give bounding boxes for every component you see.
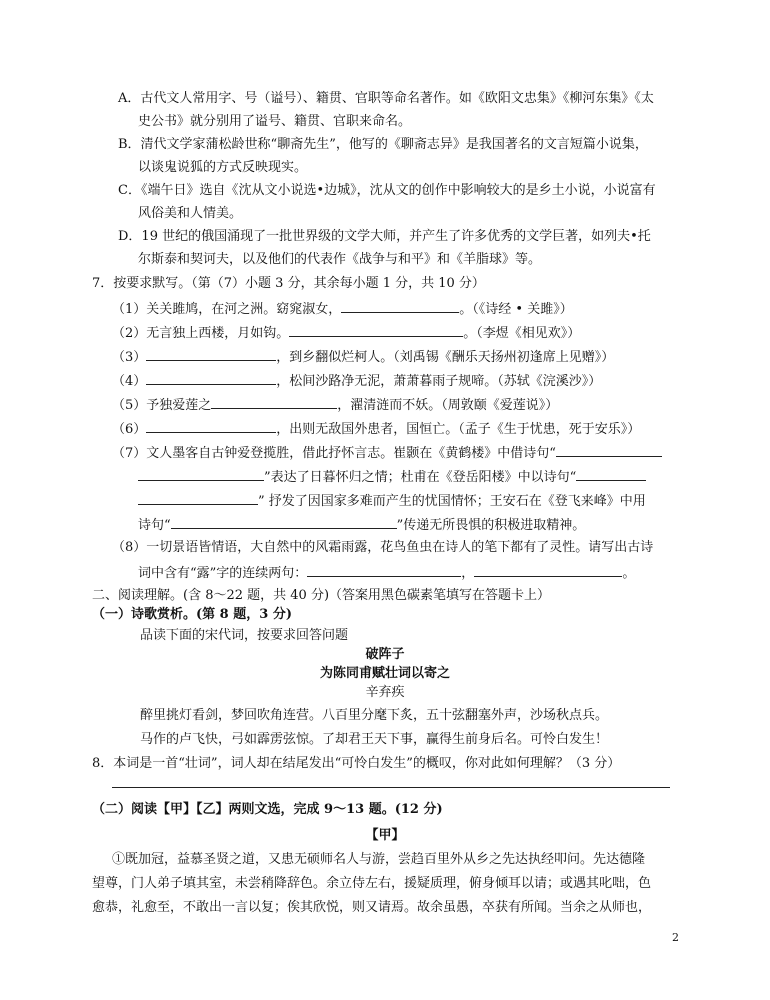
option-b-line2: 以谈鬼说狐的方式反映现实。 <box>138 160 308 175</box>
q7-item-7-line1 <box>112 444 662 462</box>
q7-item-3-source: ，到乡翻似烂柯人。（刘禹锡《酬乐天扬州初逢席上见赠》） <box>276 350 615 365</box>
q7-item-7-line3 <box>138 492 646 510</box>
q7-item-6 <box>112 420 640 438</box>
answer-blank[interactable] <box>171 516 397 529</box>
poem-line-1: 醉里挑灯看剑，梦回吹角连营。八百里分麾下炙，五十弦翻塞外声，沙场秋点兵。 <box>140 708 609 723</box>
option-d-line2: 尔斯泰和契诃夫，以及他们的代表作《战争与和平》和《羊脂球》等。 <box>138 252 542 267</box>
answer-blank[interactable] <box>556 444 662 457</box>
q7-item-8-text: 词中含有“露”字的连续两句： <box>138 566 308 581</box>
q8-text: 8．本词是一首“壮词”，词人却在结尾发出“可怜白发生”的概叹，你对此如何理解？（3 分） <box>92 756 621 771</box>
section-2-heading: 二、阅读理解。(含 8～22 题，共 40 分)（答案用黑色碳素笔填写在答题卡上） <box>92 588 551 603</box>
q7-item-1-text: （1）关关雎鸠，在河之洲。窈窕淑女， <box>112 302 342 317</box>
answer-blank[interactable] <box>138 468 264 481</box>
q7-item-6-source: ，出则无敌国外患者，国恒亡。（孟子《生于忧患，死于安乐》） <box>276 422 641 437</box>
q7-item-7-line2 <box>138 468 646 486</box>
answer-blank[interactable] <box>146 348 276 361</box>
poem-author: 辛弃疾 <box>365 685 405 700</box>
q7-item-7-line4 <box>138 516 585 534</box>
q7-item-2 <box>112 324 580 342</box>
page-number: 2 <box>672 931 679 944</box>
q7-item-4-source: ，松间沙路净无泥，萧萧暮雨子规啼。（苏轼《浣溪沙》） <box>276 374 602 389</box>
q7-item-8-text: ， <box>461 566 475 581</box>
option-b-line1: B．清代文学家蒲松龄世称“聊斋先生”，他写的《聊斋志异》是我国著名的文言短篇小说集， <box>118 137 648 152</box>
q7-item-7-text: ”表达了日暮怀归之情；杜甫在《登岳阳楼》中以诗句“ <box>264 470 577 485</box>
q7-item-7-text: ”传递无所畏惧的积极进取精神。 <box>396 518 586 533</box>
option-d-line1: D．19 世纪的俄国涌现了一批世界级的文学大师，并产生了许多优秀的文学巨著，如列夫•托 <box>118 229 651 244</box>
part-2-heading: （二）阅读【甲】【乙】两则文选，完成 9～13 题。(12 分) <box>92 802 443 817</box>
answer-blank[interactable] <box>307 564 461 577</box>
q7-item-7-text: ” 抒发了因国家多难而产生的忧国情怀；王安石在《登飞来峰》中用 <box>258 494 646 509</box>
text-jia-line-2: 望尊，门人弟子填其室，未尝稍降辞色。余立侍左右，援疑质理，俯身倾耳以请；或遇其叱咄，色 <box>92 876 652 891</box>
part-1-heading: （一）诗歌赏析。(第 8 题，3 分) <box>92 607 292 622</box>
poem-title: 破阵子 <box>365 647 405 662</box>
q8-answer-line[interactable] <box>112 787 670 788</box>
answer-blank[interactable] <box>211 396 337 409</box>
q7-item-6-text: （6） <box>112 422 147 437</box>
text-jia-line-1: ①既加冠，益慕圣贤之道，又患无硕师名人与游，尝趋百里外从乡之先达执经叩问。先达德隆 <box>112 852 646 867</box>
q7-item-1-source: 。（《诗经 • 关雎》） <box>459 302 573 317</box>
text-jia-label: 【甲】 <box>365 828 405 843</box>
poem-intro: 品读下面的宋代词，按要求回答问题 <box>140 628 349 643</box>
q7-item-5-text: （5）予独爱莲之 <box>112 398 212 413</box>
answer-blank[interactable] <box>474 564 622 577</box>
q7-item-3-text: （3） <box>112 350 147 365</box>
q7-item-7-text: 诗句“ <box>138 518 171 533</box>
answer-blank[interactable] <box>341 300 459 313</box>
q7-item-5-source: ，濯清涟而不妖。（周敦颐《爱莲说》） <box>337 398 559 413</box>
answer-blank[interactable] <box>138 492 258 505</box>
answer-blank[interactable] <box>146 420 276 433</box>
option-c-line1: C．《端午日》选自《沈从文小说选•边城》，沈从文的创作中影响较大的是乡土小说，小说富有 <box>118 183 656 198</box>
q7-item-3 <box>112 348 614 366</box>
q7-item-2-text: （2）无言独上西楼，月如钩。 <box>112 326 290 341</box>
q7-item-7-text: （7）文人墨客自古钟爱登揽胜，借此抒怀言志。崔颢在《黄鹤楼》中借诗句“ <box>112 446 556 461</box>
answer-blank[interactable] <box>146 372 276 385</box>
option-c-line2: 风俗美和人情美。 <box>138 206 243 221</box>
q7-heading: 7．按要求默写。（第（7）小题 3 分，其余每小题 1 分，共 10 分） <box>92 276 485 291</box>
q7-item-4 <box>112 372 601 390</box>
answer-blank[interactable] <box>289 324 463 337</box>
q7-item-2-source: 。（李煜《相见欢》） <box>463 326 581 341</box>
poem-subtitle: 为陈同甫赋壮词以寄之 <box>319 666 450 681</box>
poem-line-2: 马作的卢飞快，弓如霹雳弦惊。了却君王天下事，赢得生前身后名。可怜白发生！ <box>140 732 609 747</box>
text-jia-line-3: 愈恭，礼愈至，不敢出一言以复；俟其欣悦，则又请焉。故余虽愚，卒获有所闻。当余之从师也， <box>92 900 652 915</box>
option-a-line2: 史公书》就分别用了谥号、籍贯、官职来命名。 <box>138 114 412 129</box>
q7-item-8-line2 <box>138 564 635 582</box>
q7-item-8-line1: （8）一切景语皆情语，大自然中的风霜雨露，花鸟鱼虫在诗人的笔下都有了灵性。请写出古诗 <box>112 540 654 555</box>
option-a-line1: A．古代文人常用字、号（谥号）、籍贯、官职等命名著作。如《欧阳文忠集》《柳河东集》《太 <box>118 91 654 106</box>
answer-blank[interactable] <box>576 468 646 481</box>
q7-item-8-text: 。 <box>622 566 636 581</box>
q7-item-4-text: （4） <box>112 374 147 389</box>
q7-item-5 <box>112 396 558 414</box>
q7-item-1 <box>112 300 573 318</box>
